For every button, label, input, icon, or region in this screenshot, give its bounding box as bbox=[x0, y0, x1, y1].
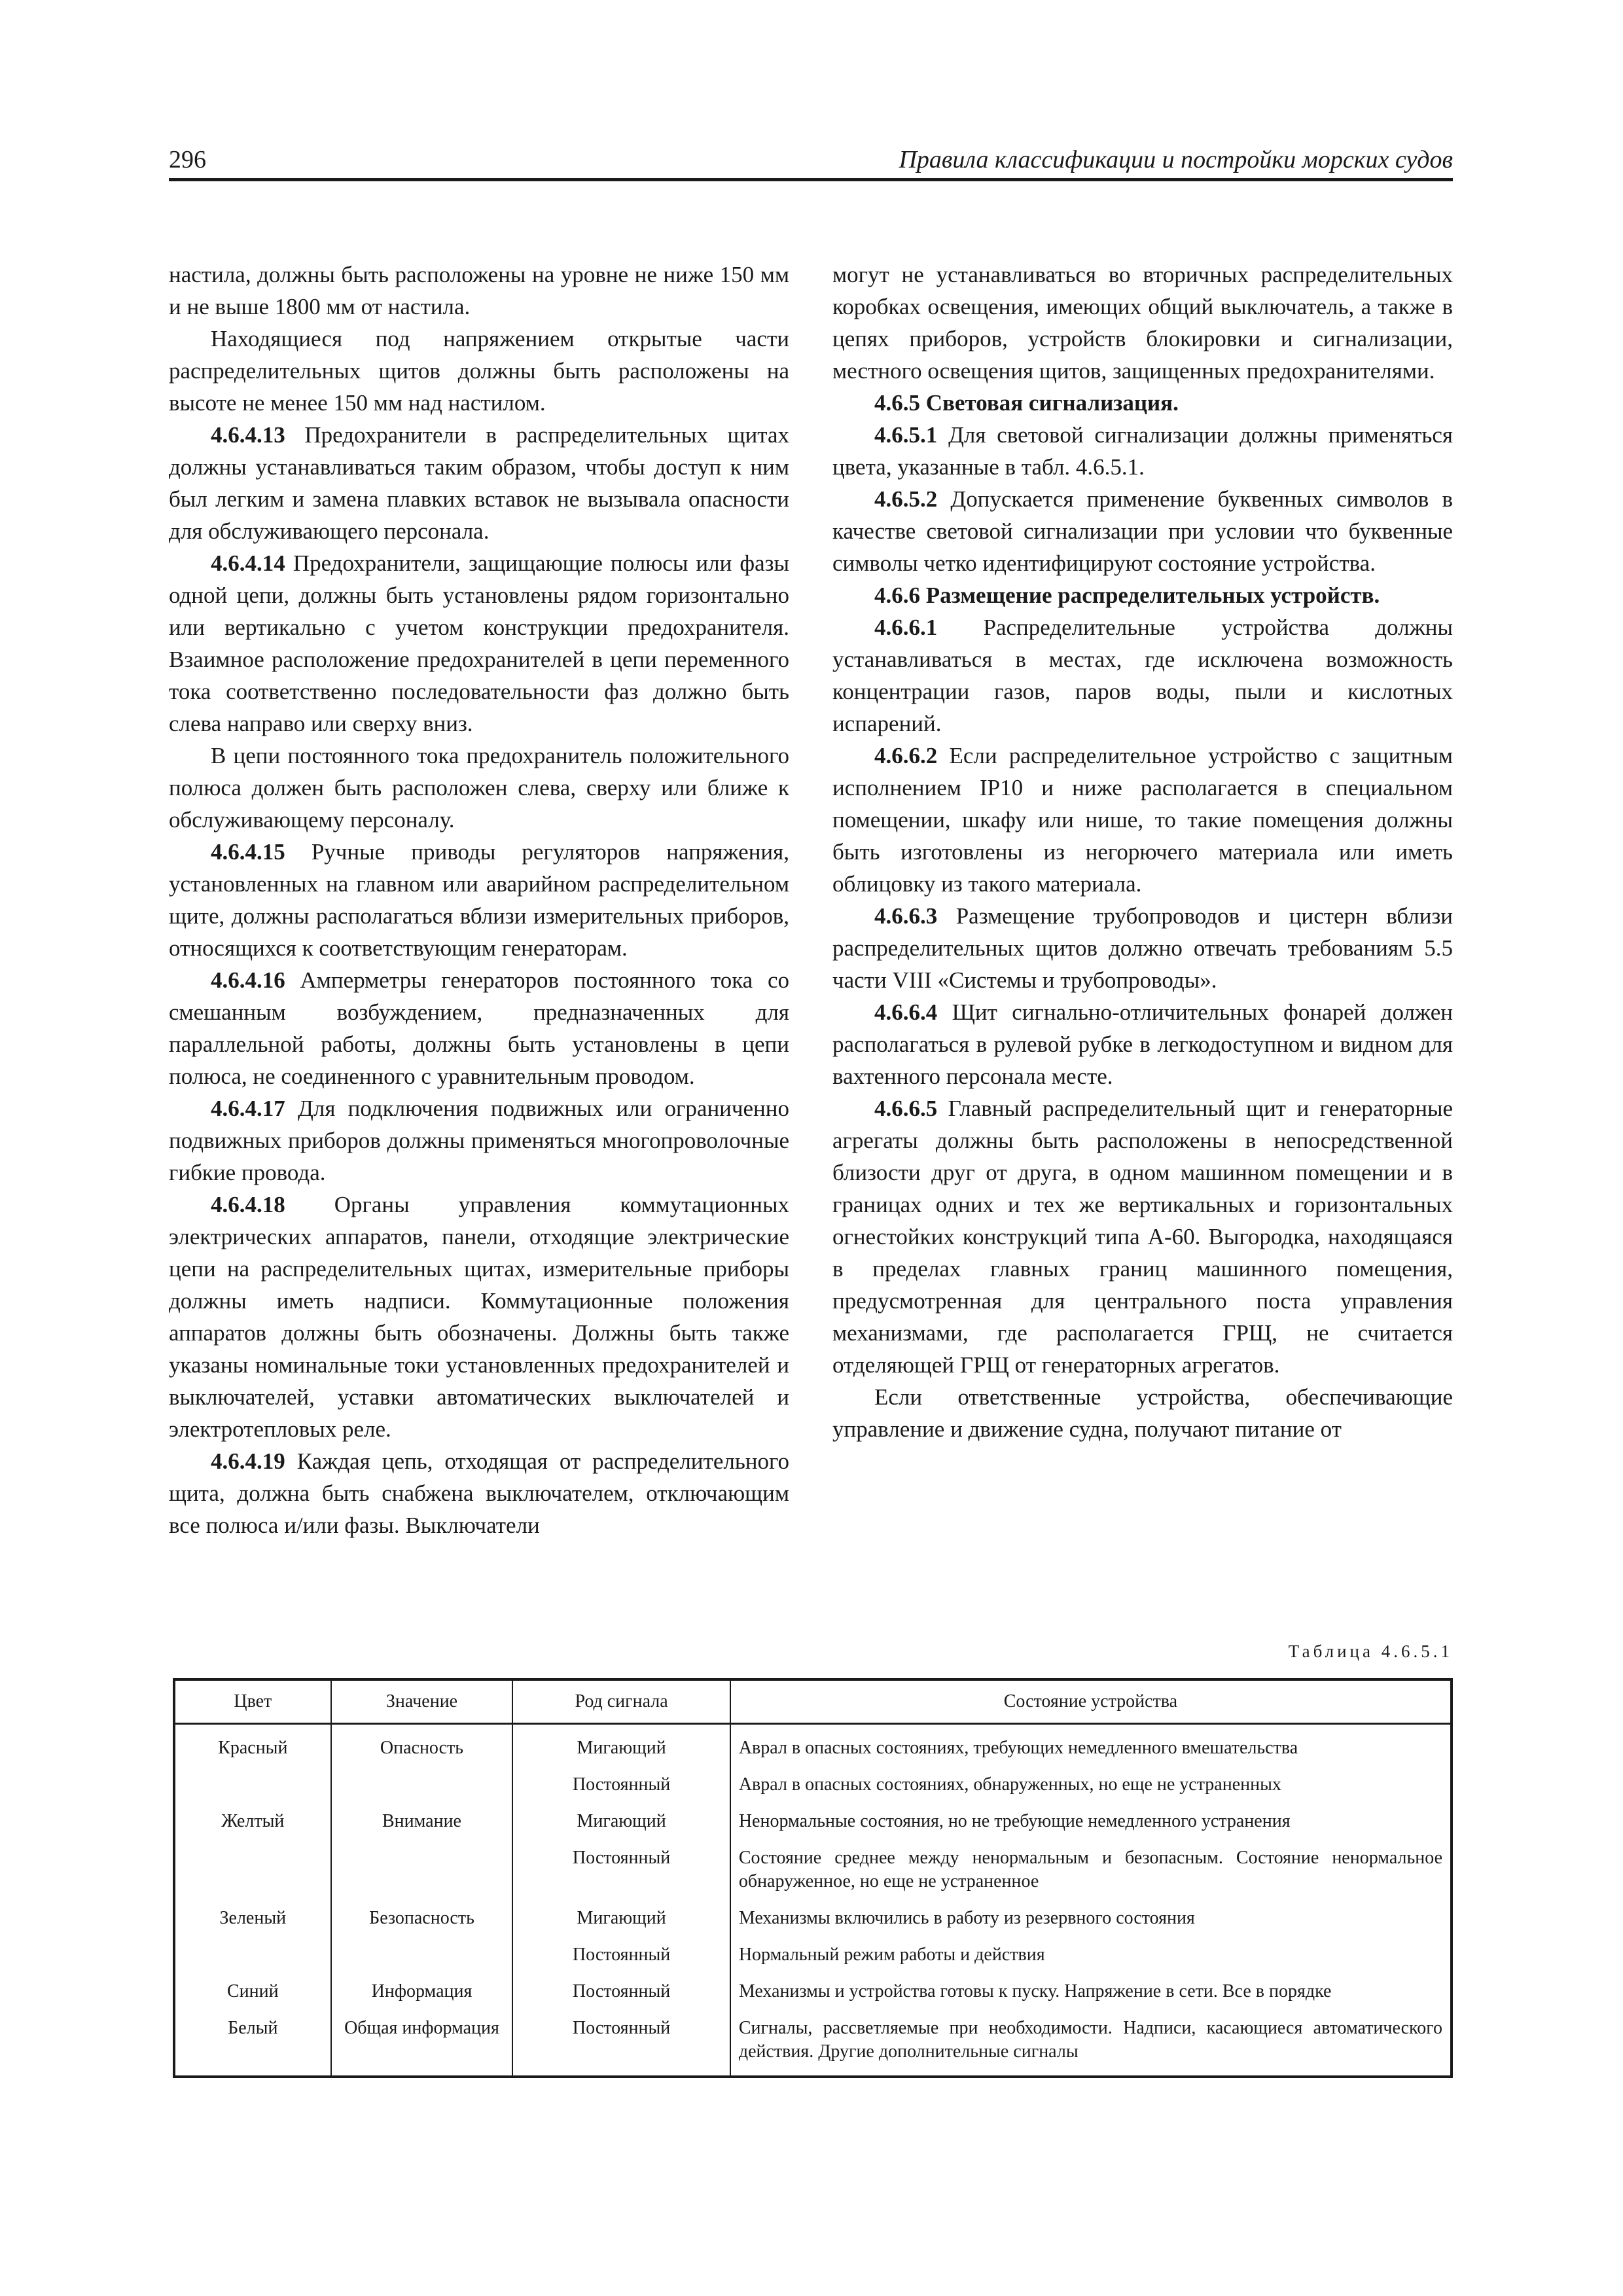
paragraph bbox=[169, 1092, 789, 1189]
clause-text: Распределительные устройства должны устанавливаться в местах, где исключена возможность концентрации газов, паров воды, пыли и кислотных испарений. bbox=[832, 615, 1454, 736]
clause-text: Если распределительное устройство с защитным исполнением IP10 и ниже располагается в специальном помещении, шкафу или нише, то такие помещения должны быть изготовлены из негорючего материала или иметь облицовку из такого материала. bbox=[832, 743, 1453, 897]
clause-text: Для подключения подвижных или ограниченно подвижных приборов должны применяться многопроволочные гибкие провода. bbox=[169, 1096, 790, 1185]
clause-text: Размещение трубопроводов и цистерн вблизи распределительных щитов должно отвечать требованиям 5.5 части VIII «Системы и трубопроводы». bbox=[832, 903, 1453, 993]
cell-meaning: Внимание bbox=[331, 1803, 513, 1840]
table-row bbox=[174, 1937, 1452, 1973]
section-heading: 4.6.6 Размещение распределительных устройств. bbox=[874, 583, 1380, 608]
clause-number: 4.6.4.16 bbox=[211, 967, 285, 993]
clause-number: 4.6.4.15 bbox=[211, 839, 285, 865]
cell-state: Состояние среднее между ненормальным и безопасным. Состояние ненормальное обнаруженное, но еще не устраненное bbox=[730, 1840, 1452, 1900]
table-row bbox=[174, 1724, 1452, 1767]
cell-meaning bbox=[331, 1937, 513, 1973]
cell-signal-type: Постоянный bbox=[512, 1767, 730, 1803]
cell-state: Сигналы, рассветляемые при необходимости. Надписи, касающиеся автоматического действия. Другие дополнительные сигналы bbox=[730, 2010, 1452, 2077]
cell-state: Аврал в опасных состояниях, обнаруженных, но еще не устраненных bbox=[730, 1767, 1452, 1803]
clause-text: Предохранители в распределительных щитах должны устанавливаться таким образом, чтобы доступ к ним был легким и замена плавких вставок не вызывала опасности для обслуживающего персонала. bbox=[169, 422, 789, 544]
cell-state: Аврал в опасных состояниях, требующих немедленного вмешательства bbox=[730, 1724, 1452, 1767]
paragraph bbox=[169, 1445, 789, 1541]
cell-state: Ненормальные состояния, но не требующие немедленного устранения bbox=[730, 1803, 1452, 1840]
cell-color: Желтый bbox=[221, 1811, 285, 1831]
clause-text: Каждая цепь, отходящая от распределительного щита, должна быть снабжена выключателем, отключающим все полюса и/или фазы. Выключатели bbox=[169, 1448, 790, 1538]
cell-color bbox=[174, 1937, 331, 1973]
cell-signal-type: Постоянный bbox=[512, 1937, 730, 1973]
paragraph bbox=[832, 900, 1453, 996]
header-meaning: Значение bbox=[331, 1679, 513, 1724]
page-number: 296 bbox=[169, 146, 206, 173]
clause-number: 4.6.6.3 bbox=[874, 903, 938, 929]
paragraph bbox=[832, 611, 1453, 740]
clause-number: 4.6.6.5 bbox=[874, 1096, 938, 1121]
clause-number: 4.6.5.1 bbox=[874, 422, 938, 448]
paragraph bbox=[832, 483, 1453, 579]
paragraph bbox=[169, 836, 789, 964]
clause-number: 4.6.4.17 bbox=[211, 1096, 285, 1121]
paragraph bbox=[832, 419, 1453, 483]
running-title: Правила классификации и постройки морских судов bbox=[899, 146, 1453, 173]
cell-signal-type: Постоянный bbox=[512, 1973, 730, 2010]
table-header-row bbox=[174, 1679, 1452, 1724]
paragraph: Находящиеся под напряжением открытые части распределительных щитов должны быть расположены на высоте не менее 150 мм над настилом. bbox=[169, 326, 789, 416]
paragraph bbox=[832, 1092, 1453, 1381]
cell-meaning bbox=[331, 1840, 513, 1900]
clause-number: 4.6.5.2 bbox=[874, 486, 938, 512]
table-row bbox=[174, 1973, 1452, 2010]
cell-state: Механизмы и устройства готовы к пуску. Напряжение в сети. Все в порядке bbox=[730, 1973, 1452, 2010]
cell-signal-type: Мигающий bbox=[512, 1724, 730, 1767]
paragraph: Если ответственные устройства, обеспечивающие управление и движение судна, получают питание от bbox=[832, 1384, 1453, 1442]
clause-text: Допускается применение буквенных символов в качестве световой сигнализации при условии что буквенные символы четко идентифицируют состояние устройства. bbox=[832, 486, 1454, 576]
cell-color bbox=[174, 1767, 331, 1803]
cell-color: Красный bbox=[218, 1738, 288, 1758]
clause-text: Амперметры генераторов постоянного тока со смешанным возбуждением, предназначенных для параллельной работы, должны быть установлены в цепи полюса, не соединенного с уравнительным проводом. bbox=[169, 967, 789, 1089]
cell-meaning bbox=[331, 1767, 513, 1803]
cell-meaning: Информация bbox=[331, 1973, 513, 2010]
clause-number: 4.6.4.19 bbox=[211, 1448, 285, 1474]
signal-color-table bbox=[173, 1678, 1453, 2078]
cell-state: Механизмы включились в работу из резервного состояния bbox=[730, 1900, 1452, 1937]
cell-signal-type: Постоянный bbox=[512, 1840, 730, 1900]
table-row bbox=[174, 2010, 1452, 2077]
section-heading: 4.6.5 Световая сигнализация. bbox=[874, 390, 1179, 416]
cell-color bbox=[174, 1840, 331, 1900]
table-row bbox=[174, 1803, 1452, 1840]
right-column bbox=[832, 259, 1453, 1445]
paragraph bbox=[169, 547, 789, 740]
paragraph: настила, должны быть расположены на уровне не ниже 150 мм и не выше 1800 мм от настила. bbox=[169, 262, 789, 319]
table-row bbox=[174, 1900, 1452, 1937]
clause-text: Предохранители, защищающие полюсы или фазы одной цепи, должны быть установлены рядом горизонтально или вертикально с учетом конструкции предохранителя. Взаимное расположение предохранителей в цепи переменного тока соответственно последовательности фаз должно быть слева направо или сверху вниз. bbox=[169, 550, 789, 736]
paragraph bbox=[832, 996, 1453, 1092]
clause-text: Главный распределительный щит и генераторные агрегаты должны быть расположены в непосредственной близости друг от друга, в одном машинном помещении и в границах одних и тех же вертикальных и горизонтальных огнестойких конструкций типа А-60. Выгородка, находящаяся в пределах главных границ машинного помещения, предусмотренная для центрального поста управления механизмами, где располагается ГРЩ, не считается отделяющей ГРЩ от генераторных агрегатов. bbox=[832, 1096, 1453, 1378]
clause-number: 4.6.6.1 bbox=[874, 615, 938, 640]
header-device-state: Состояние устройства bbox=[730, 1679, 1452, 1724]
paragraph: могут не устанавливаться во вторичных распределительных коробках освещения, имеющих общий выключатель, а также в цепях приборов, устройств блокировки и сигнализации, местного освещения щитов, защищенных предохранителями. bbox=[832, 262, 1453, 384]
cell-state: Нормальный режим работы и действия bbox=[730, 1937, 1452, 1973]
left-column bbox=[169, 259, 789, 1541]
paragraph bbox=[169, 1189, 789, 1445]
clause-number: 4.6.4.13 bbox=[211, 422, 285, 448]
cell-meaning: Опасность bbox=[331, 1724, 513, 1767]
paragraph: В цепи постоянного тока предохранитель положительного полюса должен быть расположен слева, сверху или ближе к обслуживающему персоналу. bbox=[169, 743, 789, 833]
paragraph bbox=[169, 419, 789, 547]
clause-number: 4.6.6.2 bbox=[874, 743, 938, 768]
clause-text: Для световой сигнализации должны применяться цвета, указанные в табл. 4.6.5.1. bbox=[832, 422, 1454, 480]
header-color: Цвет bbox=[174, 1679, 331, 1724]
cell-color: Зеленый bbox=[219, 1908, 287, 1928]
cell-color: Белый bbox=[228, 2018, 278, 2038]
paragraph bbox=[169, 964, 789, 1092]
cell-meaning: Общая информация bbox=[331, 2010, 513, 2077]
cell-signal-type: Мигающий bbox=[512, 1803, 730, 1840]
paragraph bbox=[832, 740, 1453, 900]
clause-text: Ручные приводы регуляторов напряжения, установленных на главном или аварийном распределительном щите, должны располагаться вблизи измерительных приборов, относящихся к соответствующим генераторам. bbox=[169, 839, 789, 961]
cell-meaning: Безопасность bbox=[331, 1900, 513, 1937]
header-signal-type: Род сигнала bbox=[512, 1679, 730, 1724]
header-rule bbox=[169, 178, 1453, 181]
table-row bbox=[174, 1840, 1452, 1900]
clause-number: 4.6.4.14 bbox=[211, 550, 285, 576]
table-row bbox=[174, 1767, 1452, 1803]
table-caption: Таблица 4.6.5.1 bbox=[1288, 1641, 1453, 1661]
cell-signal-type: Постоянный bbox=[512, 2010, 730, 2077]
cell-color: Синий bbox=[227, 1981, 279, 2001]
clause-text: Щит сигнально-отличительных фонарей должен располагаться в рулевой рубке в легкодоступном и видном для вахтенного персонала месте. bbox=[832, 999, 1454, 1089]
cell-signal-type: Мигающий bbox=[512, 1900, 730, 1937]
clause-text: Органы управления коммутационных электрических аппаратов, панели, отходящие электрические цепи на распределительных щитах, измерительные приборы должны иметь надписи. Коммутационные положения аппаратов должны быть обозначены. Должны быть также указаны номинальные токи установленных предохранителей и выключателей, уставки автоматических выключателей и электротепловых реле. bbox=[169, 1192, 789, 1442]
clause-number: 4.6.4.18 bbox=[211, 1192, 285, 1217]
clause-number: 4.6.6.4 bbox=[874, 999, 938, 1025]
